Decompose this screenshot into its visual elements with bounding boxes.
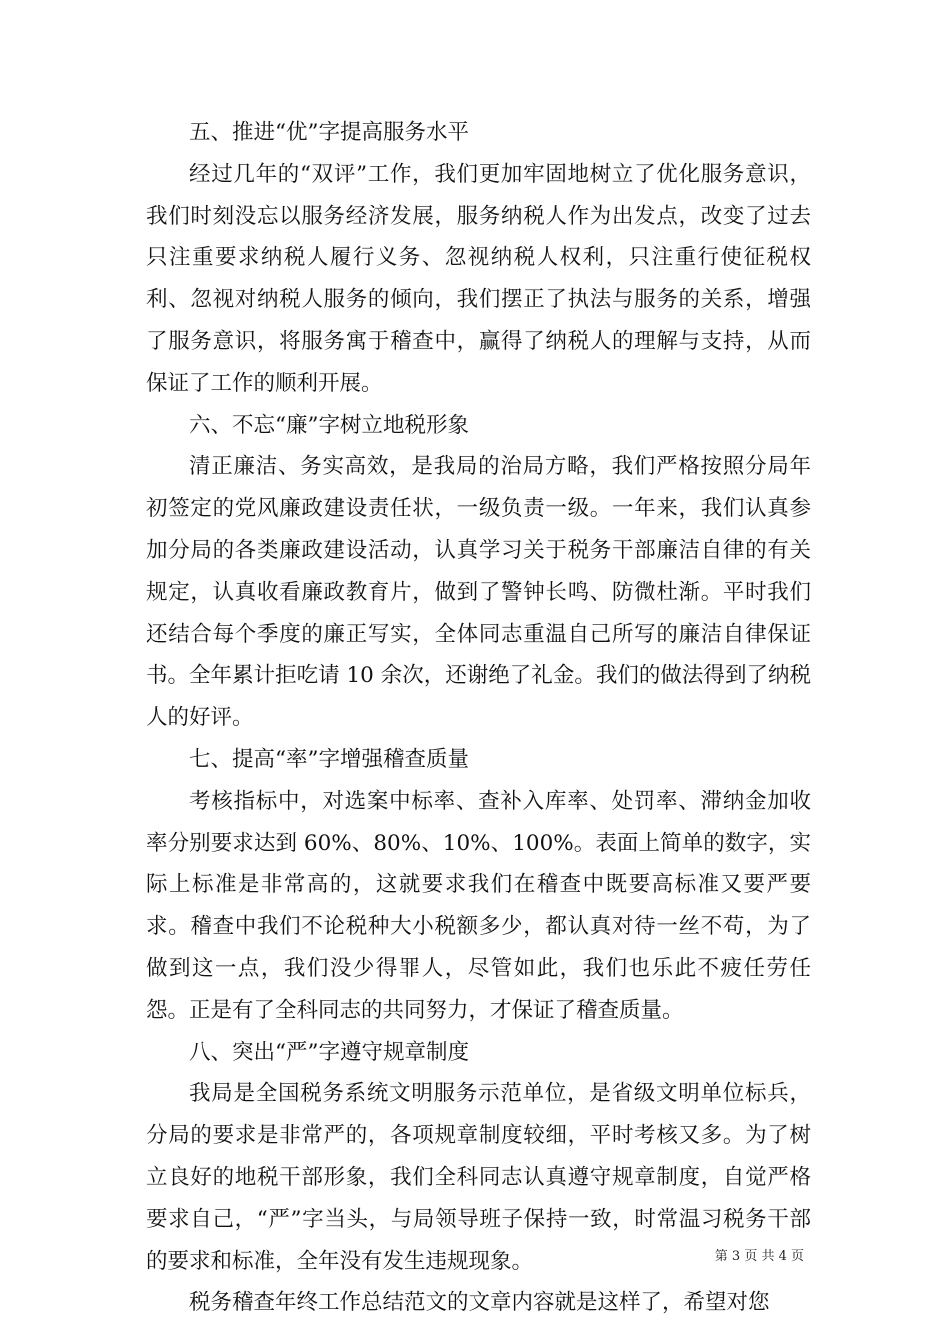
section-paragraph-5: 经过几年的“双评”工作，我们更加牢固地树立了优化服务意识，我们时刻没忘以服务经济发展，服务纳税人作为出发点，改变了过去只注重要求纳税人履行义务、忽视纳税人权利，只注重行使征税权利、忽视对纳税人服务的倾向，我们摆正了执法与服务的关系，增强了服务意识，将服务寓于稽查中，赢得了纳税人的理解与支持，从而保证了工作的顺利开展。: [146, 161, 811, 396]
closing-paragraph: 税务稽查年终工作总结范文的文章内容就是这样了，希望对您: [189, 1290, 770, 1316]
section-heading-7: 七、提高“率”字增强稽查质量: [189, 746, 469, 772]
section-paragraph-8: 我局是全国税务系统文明服务示范单位，是省级文明单位标兵，分局的要求是非常严的，各项规章制度较细，平时考核又多。为了树立良好的地税干部形象，我们全科同志认真遵守规章制度，自觉严格要求自己，“严”字当头，与局领导班子保持一致，时常温习税务干部的要求和标准，全年没有发生违规现象。: [146, 1081, 811, 1274]
section-paragraph-6: 清正廉洁、务实高效，是我局的治局方略，我们严格按照分局年初签定的党风廉政建设责任状，一级负责一级。一年来，我们认真参加分局的各类廉政建设活动，认真学习关于税务干部廉洁自律的有关规定，认真收看廉政教育片，做到了警钟长鸣、防微杜渐。平时我们还结合每个季度的廉正写实，全体同志重温自己所写的廉洁自律保证书。全年累计拒吃请 10 余次，还谢绝了礼金。我们的做法得到了纳税人的好评。: [146, 454, 811, 731]
section-heading-5: 五、推进“优”字提高服务水平: [189, 120, 469, 145]
section-heading-6: 六、不忘“廉”字树立地税形象: [189, 412, 469, 438]
page-number-footer: 第 3 页 共 4 页: [714, 1249, 804, 1264]
document-body: [146, 112, 811, 1324]
section-paragraph-7: 考核指标中，对选案中标率、查补入库率、处罚率、滞纳金加收率分别要求达到 60%、80%、10%、100%。表面上简单的数字，实际上标准是非常高的，这就要求我们在稽查中既要高标准又要严要求。稽查中我们不论税种大小税额多少，都认真对待一丝不苟，为了做到这一点，我们没少得罪人，尽管如此，我们也乐此不疲任劳任怨。正是有了全科同志的共同努力，才保证了稽查质量。: [146, 788, 811, 1023]
section-heading-8: 八、突出“严”字遵守规章制度: [189, 1039, 469, 1065]
